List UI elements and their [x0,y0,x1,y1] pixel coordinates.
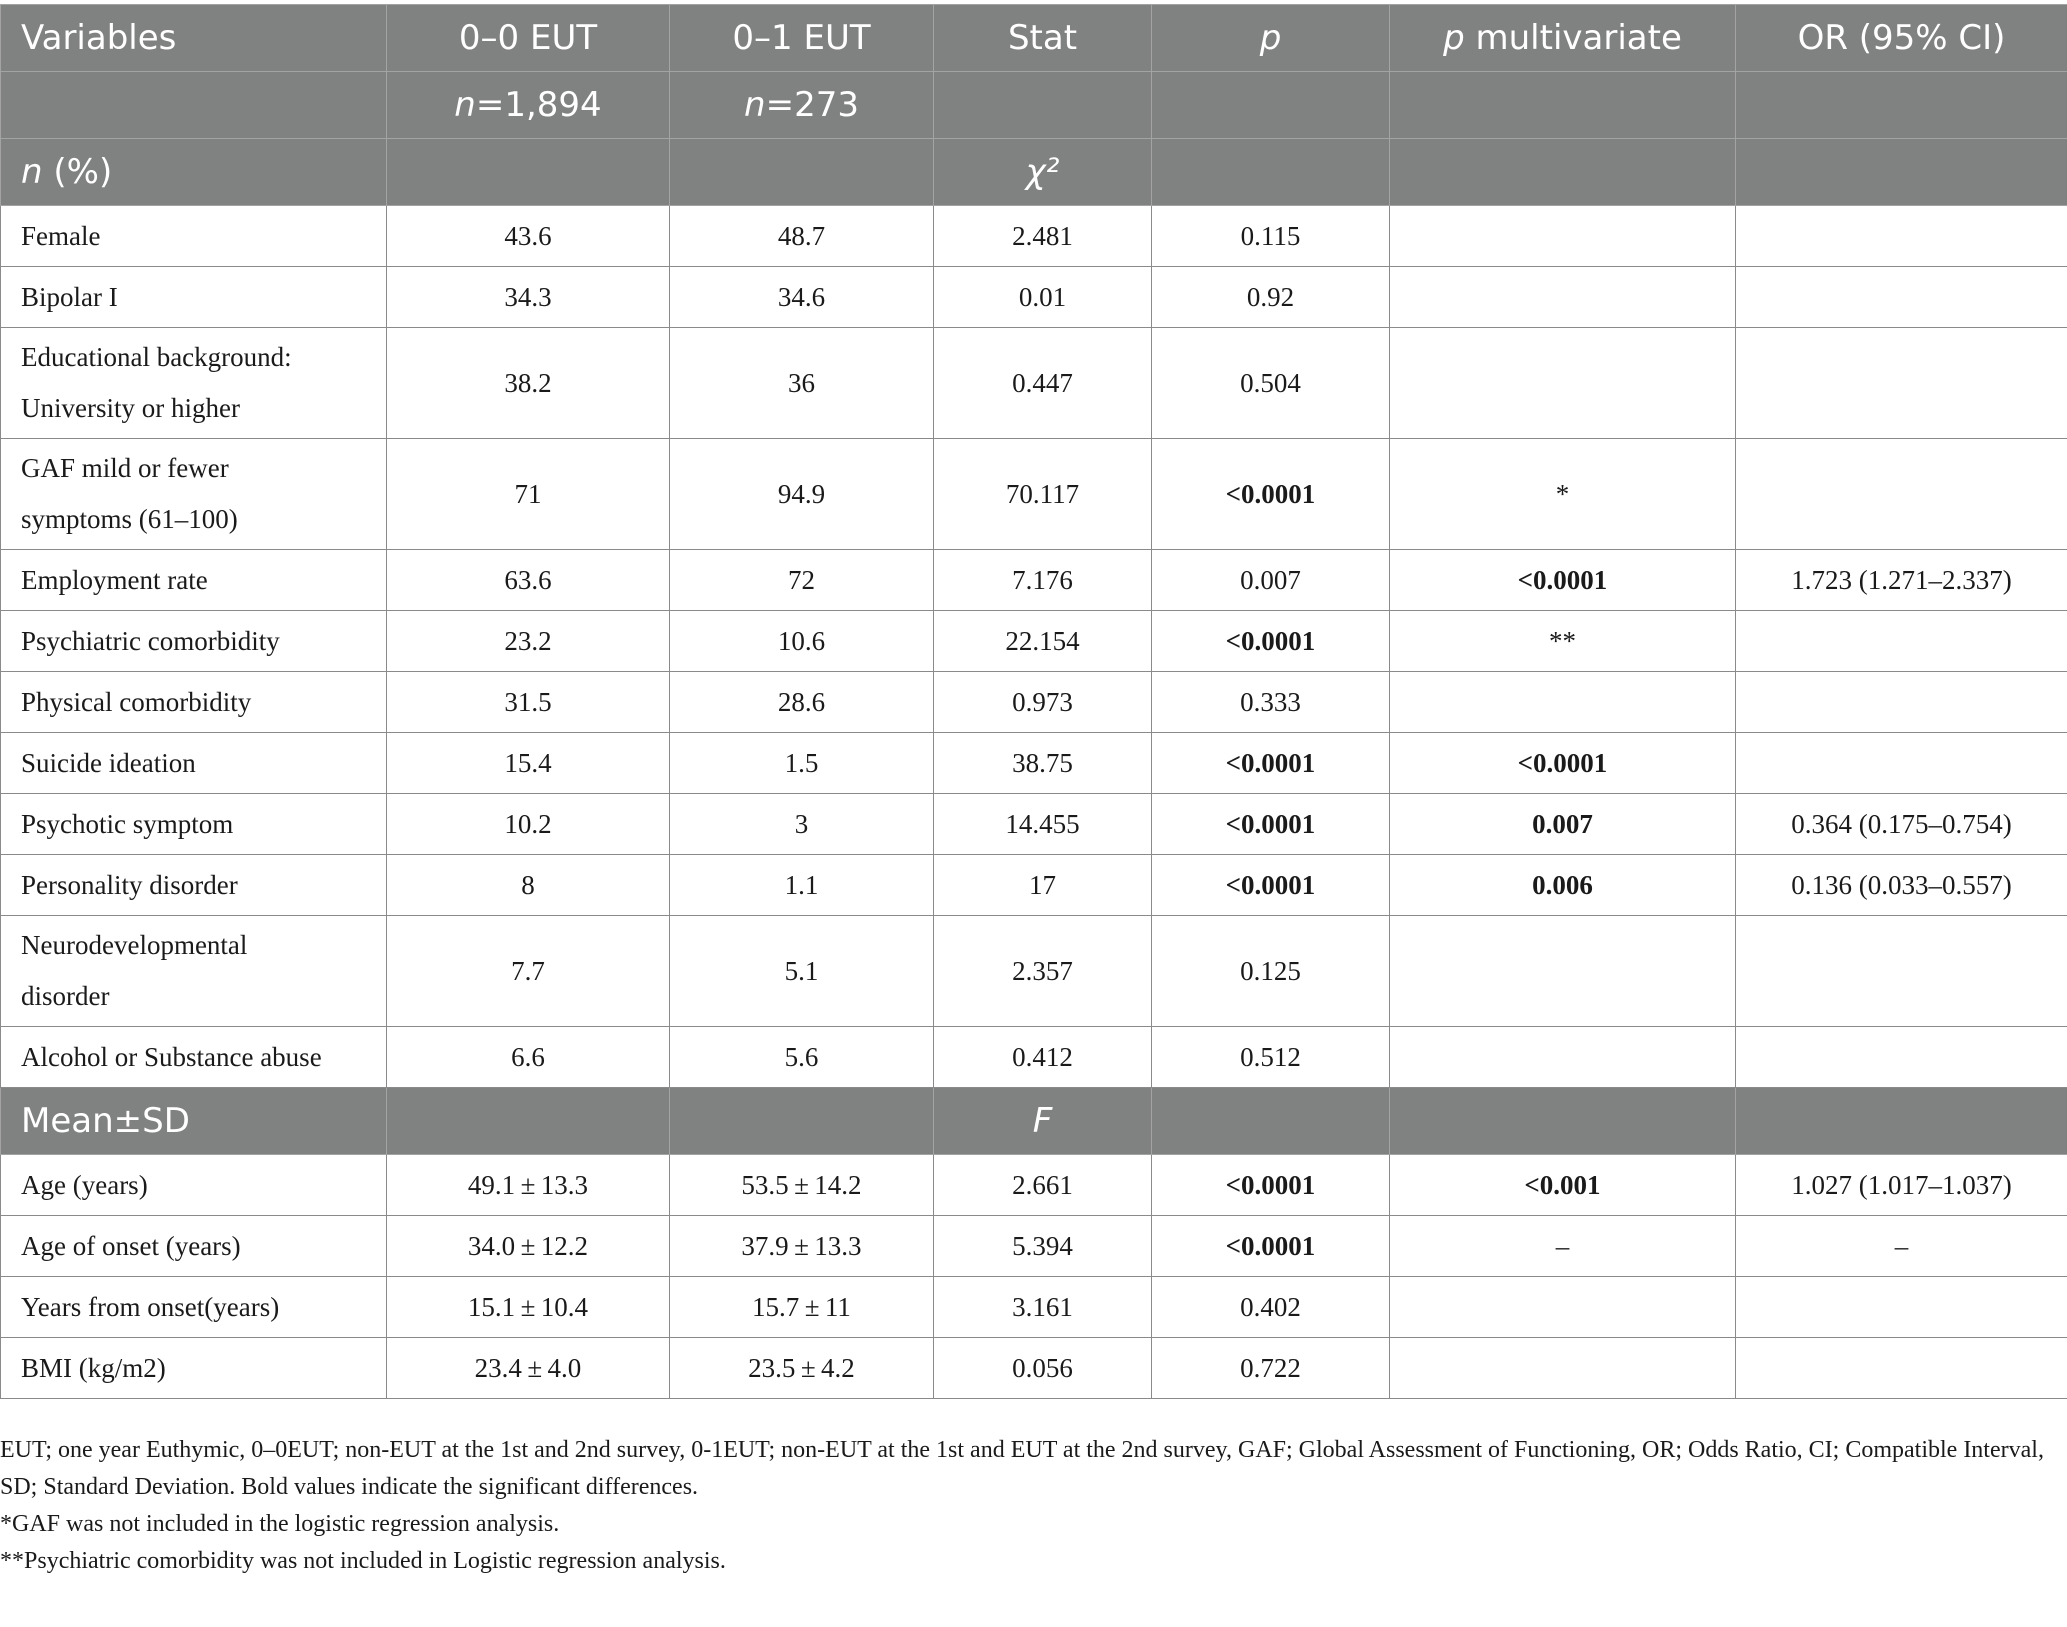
table-row [1,1216,2067,1277]
results-table [0,4,2067,1399]
variable-cell: Alcohol or Substance abuse [1,1027,387,1088]
value-00-cell: 34.0 ± 12.2 [387,1216,670,1277]
or-cell: – [1736,1216,2067,1277]
value-00-cell: 8 [387,855,670,916]
footnote-psychiatric: **Psychiatric comorbidity was not included in Logistic regression analysis. [0,1548,726,1574]
stat-cell: 38.75 [934,733,1152,794]
variable-line: Educational background: [21,342,292,372]
p-cell: 0.115 [1152,206,1390,267]
p-cell: 0.402 [1152,1277,1390,1338]
or-cell [1736,611,2067,672]
or-cell [1736,672,2067,733]
p-cell: <0.0001 [1152,1216,1390,1277]
value-00-cell: 43.6 [387,206,670,267]
or-cell: 1.027 (1.017–1.037) [1736,1155,2067,1216]
p-multivariate-cell [1390,1027,1736,1088]
table-row [1,439,2067,550]
value-00-cell: 15.1 ± 10.4 [387,1277,670,1338]
stat-cell: 2.661 [934,1155,1152,1216]
or-cell [1736,1338,2067,1399]
or-cell: 1.723 (1.271–2.337) [1736,550,2067,611]
p-cell: 0.504 [1152,328,1390,439]
value-01-cell: 34.6 [670,267,934,328]
value-00-cell: 49.1 ± 13.3 [387,1155,670,1216]
header-n-row [1,72,2067,139]
value-01-cell: 94.9 [670,439,934,550]
p-multivariate-cell: ** [1390,611,1736,672]
value-00-cell: 31.5 [387,672,670,733]
or-cell: 0.136 (0.033–0.557) [1736,855,2067,916]
value-01-cell: 23.5 ± 4.2 [670,1338,934,1399]
or-cell [1736,733,2067,794]
header-row [1,5,2067,72]
p-cell: <0.0001 [1152,733,1390,794]
value-01-cell: 53.5 ± 14.2 [670,1155,934,1216]
or-cell [1736,916,2067,1027]
p-multivariate-cell: 0.006 [1390,855,1736,916]
stat-cell: 22.154 [934,611,1152,672]
stat-cell: 17 [934,855,1152,916]
variable-cell: Personality disorder [1,855,387,916]
value-00-cell: 34.3 [387,267,670,328]
value-00-cell: 63.6 [387,550,670,611]
section-percent-row [1,139,2067,206]
p-cell: 0.333 [1152,672,1390,733]
value-00-cell: 15.4 [387,733,670,794]
p-cell: 0.007 [1152,550,1390,611]
variable-cell [1,328,387,439]
header-stat: Stat [934,5,1152,72]
table-row [1,1027,2067,1088]
or-cell [1736,1277,2067,1338]
table-row [1,733,2067,794]
section-percent-label: n (%) [1,139,387,206]
stat-cell: 0.412 [934,1027,1152,1088]
variable-cell [1,439,387,550]
section-mean-label: Mean±SD [1,1088,387,1155]
section-mean-row [1,1088,2067,1155]
variable-line: University or higher [21,393,240,423]
p-multivariate-cell: <0.0001 [1390,733,1736,794]
value-01-cell: 28.6 [670,672,934,733]
p-multivariate-cell [1390,328,1736,439]
p-cell: <0.0001 [1152,855,1390,916]
value-01-cell: 1.5 [670,733,934,794]
stat-cell: 0.447 [934,328,1152,439]
value-00-cell: 10.2 [387,794,670,855]
variable-cell: Years from onset(years) [1,1277,387,1338]
stat-cell: 0.973 [934,672,1152,733]
table-footnotes [0,1432,2060,1580]
p-cell: <0.0001 [1152,611,1390,672]
or-cell: 0.364 (0.175–0.754) [1736,794,2067,855]
variable-cell: Bipolar I [1,267,387,328]
value-01-cell: 36 [670,328,934,439]
header-p-multivariate: p multivariate [1390,5,1736,72]
p-multivariate-cell: – [1390,1216,1736,1277]
value-01-cell: 15.7 ± 11 [670,1277,934,1338]
p-multivariate-cell: 0.007 [1390,794,1736,855]
stat-cell: 3.161 [934,1277,1152,1338]
variable-line: Neurodevelopmental [21,930,248,960]
table-row [1,794,2067,855]
variable-cell: BMI (kg/m2) [1,1338,387,1399]
variable-line: GAF mild or fewer [21,453,229,483]
p-multivariate-cell [1390,672,1736,733]
table-row [1,855,2067,916]
value-00-cell: 23.2 [387,611,670,672]
variable-cell: Age (years) [1,1155,387,1216]
variable-cell: Physical comorbidity [1,672,387,733]
table-row [1,672,2067,733]
variable-line: disorder [21,981,110,1011]
variable-cell [1,916,387,1027]
value-00-cell: 6.6 [387,1027,670,1088]
p-multivariate-cell [1390,206,1736,267]
stat-cell: 0.01 [934,267,1152,328]
table-row [1,1155,2067,1216]
or-cell [1736,267,2067,328]
header-n-00: n=1,894 [387,72,670,139]
p-multivariate-cell [1390,916,1736,1027]
p-multivariate-cell [1390,267,1736,328]
p-multivariate-cell [1390,1277,1736,1338]
table-row [1,550,2067,611]
stat-cell: 0.056 [934,1338,1152,1399]
value-01-cell: 5.6 [670,1027,934,1088]
footnote-gaf: *GAF was not included in the logistic regression analysis. [0,1511,560,1537]
or-cell [1736,206,2067,267]
variable-cell: Female [1,206,387,267]
section-chi-square: χ² [934,139,1152,206]
p-cell: 0.92 [1152,267,1390,328]
value-00-cell: 23.4 ± 4.0 [387,1338,670,1399]
stat-cell: 5.394 [934,1216,1152,1277]
p-cell: 0.512 [1152,1027,1390,1088]
stat-cell: 70.117 [934,439,1152,550]
table-row [1,1338,2067,1399]
value-00-cell: 7.7 [387,916,670,1027]
p-multivariate-cell: <0.0001 [1390,550,1736,611]
p-multivariate-cell: <0.001 [1390,1155,1736,1216]
table-row [1,328,2067,439]
header-group-01: 0–1 EUT [670,5,934,72]
value-01-cell: 72 [670,550,934,611]
header-or: OR (95% CI) [1736,5,2067,72]
variable-line: symptoms (61–100) [21,504,238,534]
value-01-cell: 37.9 ± 13.3 [670,1216,934,1277]
stat-cell: 14.455 [934,794,1152,855]
section-f-stat: F [934,1088,1152,1155]
value-00-cell: 71 [387,439,670,550]
variable-cell: Age of onset (years) [1,1216,387,1277]
or-cell [1736,328,2067,439]
variable-cell: Suicide ideation [1,733,387,794]
p-cell: 0.722 [1152,1338,1390,1399]
value-01-cell: 48.7 [670,206,934,267]
p-cell: <0.0001 [1152,794,1390,855]
header-group-00: 0–0 EUT [387,5,670,72]
header-n-01: n=273 [670,72,934,139]
value-01-cell: 3 [670,794,934,855]
table-row [1,916,2067,1027]
table-row [1,267,2067,328]
stat-cell: 2.481 [934,206,1152,267]
or-cell [1736,439,2067,550]
p-cell: 0.125 [1152,916,1390,1027]
table-row [1,611,2067,672]
variable-cell: Employment rate [1,550,387,611]
footnote-abbreviations: EUT; one year Euthymic, 0–0EUT; non-EUT at the 1st and 2nd survey, 0-1EUT; non-EUT at the 1st and EUT at the 2nd survey, GAF; Global Assessment of Functioning, OR; Odds Ratio, CI; Compatible Interval, SD; Standard Deviation. Bold values indicate the significant differences. [0,1437,2044,1500]
stat-cell: 7.176 [934,550,1152,611]
stat-cell: 2.357 [934,916,1152,1027]
value-01-cell: 10.6 [670,611,934,672]
header-p: p [1152,5,1390,72]
variable-cell: Psychotic symptom [1,794,387,855]
table-row [1,206,2067,267]
p-multivariate-cell: * [1390,439,1736,550]
value-01-cell: 5.1 [670,916,934,1027]
p-cell: <0.0001 [1152,1155,1390,1216]
table-row [1,1277,2067,1338]
variable-cell: Psychiatric comorbidity [1,611,387,672]
header-variables: Variables [1,5,387,72]
p-multivariate-cell [1390,1338,1736,1399]
p-cell: <0.0001 [1152,439,1390,550]
value-01-cell: 1.1 [670,855,934,916]
or-cell [1736,1027,2067,1088]
value-00-cell: 38.2 [387,328,670,439]
